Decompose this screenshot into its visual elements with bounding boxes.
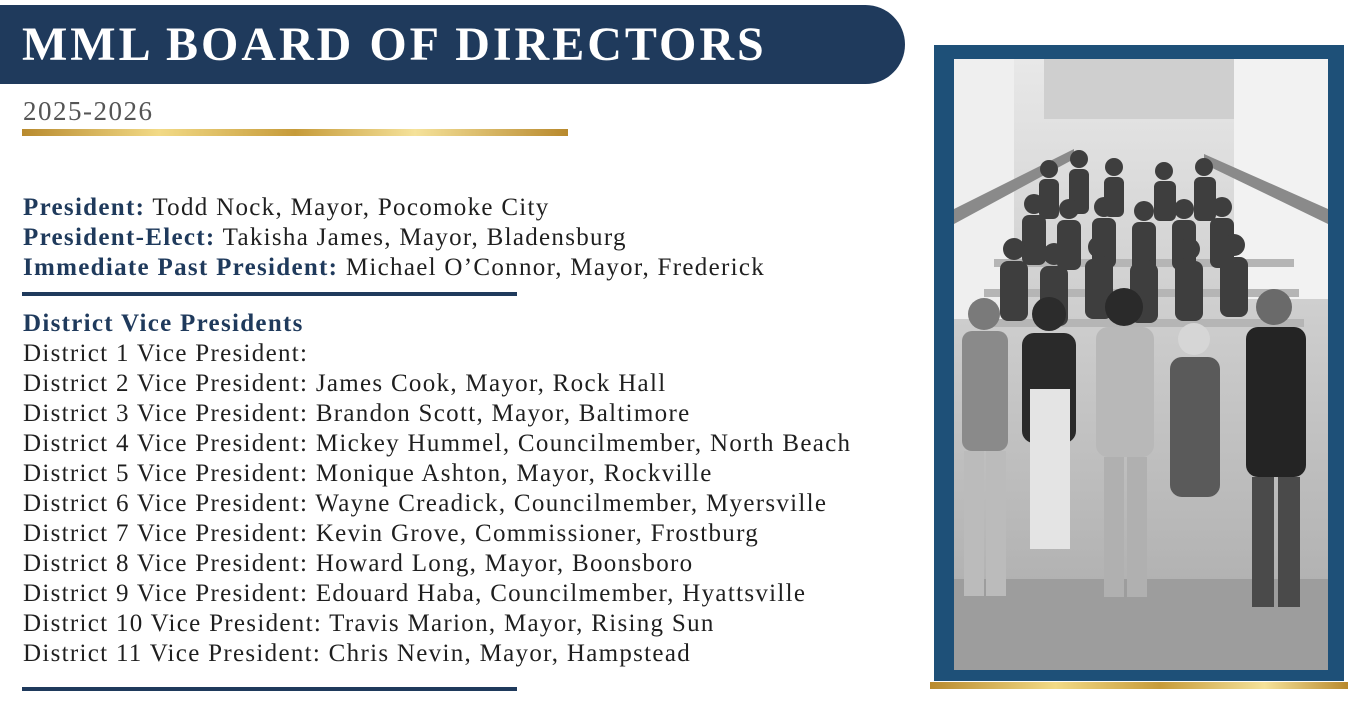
officers-list xyxy=(23,193,765,283)
list-item: District 4 Vice President: Mickey Hummel, Councilmember, North Beach xyxy=(23,430,852,457)
list-item: District 3 Vice President: Brandon Scott, Mayor, Baltimore xyxy=(23,400,691,427)
officer-name: Michael O’Connor, Mayor, Frederick xyxy=(338,254,766,281)
list-item: District 5 Vice President: Monique Ashton, Mayor, Rockville xyxy=(23,460,713,487)
term-years: 2025-2026 xyxy=(23,96,154,126)
officer-name: Todd Nock, Mayor, Pocomoke City xyxy=(145,194,550,221)
list-item: District 8 Vice President: Howard Long, Mayor, Boonsboro xyxy=(23,550,694,577)
officer-name: Takisha James, Mayor, Bladensburg xyxy=(215,224,627,251)
title-banner xyxy=(0,5,905,84)
navy-divider-bottom xyxy=(22,687,517,691)
gold-divider xyxy=(22,129,568,136)
officer-president xyxy=(23,193,765,223)
page-title: MML BOARD OF DIRECTORS xyxy=(22,18,767,71)
district-list xyxy=(23,339,851,669)
list-item: District 9 Vice President: Edouard Haba, Councilmember, Hyattsville xyxy=(23,580,807,607)
list-item: District 1 Vice President: xyxy=(23,340,309,367)
list-item: District 10 Vice President: Travis Marion, Mayor, Rising Sun xyxy=(23,610,715,637)
navy-divider-top xyxy=(22,292,517,296)
officer-role: Immediate Past President: xyxy=(23,254,339,281)
list-item: District 11 Vice President: Chris Nevin, Mayor, Hampstead xyxy=(23,640,692,667)
list-item: District 6 Vice President: Wayne Creadick, Councilmember, Myersville xyxy=(23,490,828,517)
officer-role: President: xyxy=(23,194,146,221)
officer-past-president xyxy=(23,253,765,283)
officer-role: President-Elect: xyxy=(23,224,216,251)
district-heading: District Vice Presidents xyxy=(23,310,304,337)
list-item: District 2 Vice President: James Cook, Mayor, Rock Hall xyxy=(23,370,667,397)
list-item: District 7 Vice President: Kevin Grove, Commissioner, Frostburg xyxy=(23,520,760,547)
photo-gold-underline xyxy=(930,682,1348,689)
group-photo-image xyxy=(954,59,1328,670)
group-photo-icon xyxy=(954,59,1328,670)
officer-president-elect xyxy=(23,223,765,253)
